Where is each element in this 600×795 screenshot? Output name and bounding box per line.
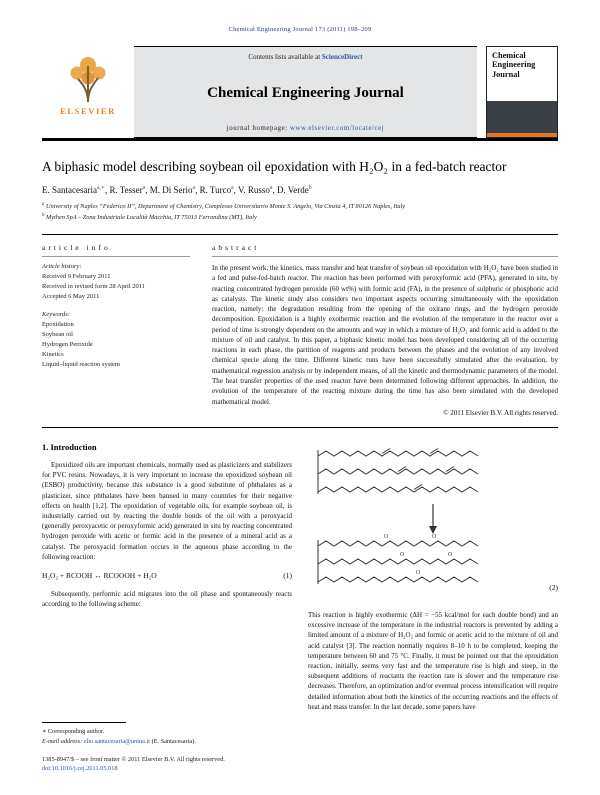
equation-1 bbox=[42, 571, 292, 580]
author-name: D. Verde bbox=[276, 185, 309, 196]
introduction-heading: 1. Introduction bbox=[42, 441, 97, 452]
cover-accent-strip bbox=[487, 133, 557, 137]
body-columns bbox=[42, 442, 558, 774]
right-column bbox=[308, 442, 558, 774]
elsevier-logo-text: ELSEVIER bbox=[60, 106, 116, 116]
reaction-scheme-drawing bbox=[308, 442, 558, 602]
cover-title bbox=[487, 47, 557, 79]
author bbox=[200, 185, 238, 195]
intro-paragraph-2: Subsequently, performic acid migrates into the oil phase and spontaneously reacts according to the following scheme: bbox=[42, 590, 292, 609]
header-band bbox=[134, 46, 477, 138]
elsevier-tree-icon bbox=[65, 52, 111, 104]
reaction-scheme bbox=[308, 442, 558, 604]
author-list bbox=[42, 185, 558, 195]
author bbox=[42, 185, 109, 195]
copyright-line: © 2011 Elsevier B.V. All rights reserved. bbox=[443, 408, 558, 417]
author bbox=[150, 185, 200, 195]
abstract-column bbox=[212, 243, 558, 417]
author bbox=[277, 185, 312, 195]
email-suffix: (E. Santacesaria). bbox=[151, 737, 196, 745]
homepage-label: journal homepage: bbox=[226, 125, 290, 132]
keywords-label: Keywords: bbox=[42, 311, 70, 319]
author-affiliation-mark: b bbox=[308, 185, 312, 192]
equation-2-number: (2) bbox=[549, 582, 558, 592]
footnote-rule bbox=[42, 722, 126, 723]
author-name: R. Turco bbox=[199, 185, 232, 196]
journal-cover-thumbnail bbox=[486, 46, 558, 138]
author-affiliation-mark: a bbox=[192, 185, 196, 192]
keyword-item: Hydrogen Peroxide bbox=[42, 341, 93, 349]
author-name: M. Di Serio bbox=[149, 185, 193, 196]
author-separator: , bbox=[104, 185, 110, 196]
journal-citation: Chemical Engineering Journal 173 (2011) 198–209 bbox=[228, 26, 372, 33]
abstract-heading: abstract bbox=[212, 243, 558, 257]
article-history-label: Article history: bbox=[42, 262, 82, 270]
affiliation-mark: b bbox=[42, 213, 45, 219]
abstract-text: In the present work, the kinetics, mass transfer and heat transfer of soybean oil epoxidation with H₂O₂ have been studied in a fed and pulse-fed-batch reactor. The reaction has been performed with peroxyformic acid (PFA), generated in situ, by reacting concentrated hydrogen peroxide (60 wt%) with formic acid (FA), in the presence of sulphuric or phosphoric acid as catalysts. The kinetic study also considers two important aspects occurring simultaneously with the epoxidation reaction, namely: the degradation resulting from the opening of the oxirane rings, and the hydrogen peroxide decomposition. Epoxidation is a highly exothermic reaction and the evolution of the temperature in the reactor over a period of time is strongly dependent on the amounts and way in which a mixture of H₂O₂ and formic acid is added to the mixture of oil and catalyst. In this paper, a biphasic kinetic model has been developed considering all of the occurring reactions in each phase, the partition of reagents and products between the phases and the evolution of any involved chemical specie along the time. Different kinetic runs have been successfully simulated after the evaluation, by mathematical regression analysis or by independent means, of all the kinetic and thermodynamic parameters of the model. The heat transfer properties of the used reactor have been determined following different approaches. In addition, the evolution of the temperature of the reacting mixture during the time has also been simulated with the developed mathematical model. bbox=[212, 263, 558, 406]
email-link[interactable]: elio.santacesaria@unina.it bbox=[83, 737, 151, 745]
author bbox=[109, 185, 149, 195]
author-affiliation-mark: a bbox=[231, 185, 234, 192]
author bbox=[238, 185, 277, 195]
keyword-item: Soybean oil bbox=[42, 331, 73, 339]
affiliation-mark: a bbox=[42, 202, 45, 208]
affiliation-text: Mythen SpA – Zona Industriale Località Macchia, IT 75013 Ferrandina (MT), Italy bbox=[44, 214, 257, 222]
intro-paragraph-1: Epoxidized oils are important chemicals, normally used as plasticizers and stabilizers for PVC resins. Nowadays, it is very important to increase the epoxidized soybean oil (ESBO) productivity, because this substance is a good substitute of phthalates as a plasticizer, since phthalates have been banned in many countries for their negative effects on health [1,2]. The epoxidation of vegetable oils, for example soybean oil, is industrially carried out by reacting the double bonds of the oil with a peroxyacid (generally peroxyacetic or peroxyformic acid) generated in situ by reacting concentrated hydrogen peroxide with acetic or formic acid in the presence of a mineral acid as a catalyst. The peroxyacid formation occurs in the aqueous phase according to the following reaction: bbox=[42, 460, 292, 561]
author-affiliation-mark: a bbox=[269, 185, 273, 192]
svg-text:O: O bbox=[432, 533, 437, 540]
article-history-item: Received in revised form 28 April 2011 bbox=[42, 283, 146, 291]
author-separator: , bbox=[145, 185, 150, 196]
author-name: E. Santacesaria bbox=[42, 185, 97, 196]
equation-1-formula: H₂O₂ + RCOOH ↔ RCOOOH + H₂O bbox=[42, 571, 157, 581]
keyword-item: Liquid–liquid reaction system bbox=[42, 361, 120, 369]
email-line bbox=[42, 737, 292, 746]
homepage-line bbox=[138, 125, 473, 132]
journal-homepage-link[interactable]: www.elsevier.com/locate/cej bbox=[290, 125, 385, 132]
journal-header bbox=[42, 46, 558, 138]
keyword-item: Epoxidation bbox=[42, 321, 74, 329]
affiliation bbox=[42, 201, 558, 212]
author-affiliation-mark: a,∗ bbox=[96, 185, 105, 192]
email-label: E-mail address: bbox=[42, 737, 83, 745]
svg-text:O: O bbox=[384, 533, 389, 540]
right-paragraph-1: This reaction is highly exothermic (ΔH = −55 kcal/mol for each double bond) and an excessive increase of the temperature in the industrial reactors is prevented by adding a limited amount of a mixture of H₂O₂ and formic or acetic acid to the mixture of oil and acid catalyst [3]. The reaction normally requires 8–10 h to be completed, keeping the temperature between 60 and 75 °C. Finally, it must be pointed out that the epoxidation reaction, initially, seems very fast and the temperature rise is high and steep, in the subsequent additions of reactants the reaction rate is slower and the temperature rise decreases. Therefore, an optimization and/or eventual process intensification will require detailed information about both the kinetics of the occurring reactions and the effects of heat and mass transfer. In the last decade, some papers have bbox=[308, 610, 558, 711]
sciencedirect-link[interactable]: ScienceDirect bbox=[321, 53, 363, 61]
svg-text:O: O bbox=[416, 569, 421, 576]
author-separator: , bbox=[233, 185, 238, 196]
keywords-list bbox=[42, 320, 190, 370]
cover-title-line: Chemical bbox=[492, 51, 526, 60]
contents-line bbox=[138, 53, 473, 61]
left-column bbox=[42, 442, 292, 774]
affiliation-text: University of Naples “Federico II”, Department of Chemistry, Complesso Universitario Monte S. Angelo, Via Cinzia 4, IT 80126 Naples, Italy bbox=[44, 203, 406, 211]
corresponding-author-note: ∗ Corresponding author. bbox=[42, 728, 105, 736]
affiliation bbox=[42, 212, 558, 223]
author-name: V. Russo bbox=[238, 185, 270, 196]
footnote-block bbox=[42, 722, 292, 774]
svg-text:O: O bbox=[400, 551, 405, 558]
doi-link[interactable]: doi:10.1016/j.cej.2011.05.018 bbox=[42, 765, 118, 773]
cover-title-line: Engineering bbox=[492, 60, 536, 70]
author-affiliation-mark: a bbox=[142, 185, 146, 192]
author-name: R. Tesser bbox=[109, 185, 143, 196]
article-history-item: Accepted 6 May 2011 bbox=[42, 293, 100, 301]
issn-line: 1385-8947/$ – see front matter © 2011 Elsevier B.V. All rights reserved. bbox=[42, 756, 225, 764]
contents-line-text: Contents lists available at bbox=[248, 53, 322, 61]
keyword-item: Kinetics bbox=[42, 351, 64, 359]
journal-title: Chemical Engineering Journal bbox=[207, 84, 404, 101]
article-history-list bbox=[42, 272, 190, 302]
cover-title-line: Journal bbox=[492, 69, 520, 79]
article-info-abstract-block bbox=[42, 234, 558, 428]
article-title: A biphasic model describing soybean oil epoxidation with H₂O₂ in a fed-batch reactor bbox=[42, 159, 507, 174]
article-info-column bbox=[42, 243, 190, 417]
author-separator: , bbox=[195, 185, 200, 196]
header-rule bbox=[42, 138, 558, 141]
author-separator: , bbox=[272, 185, 277, 196]
article-history-item: Received 9 February 2011 bbox=[42, 272, 111, 280]
affiliation-list bbox=[42, 201, 558, 223]
article-info-heading: article info bbox=[42, 243, 190, 257]
equation-1-number: (1) bbox=[283, 571, 292, 581]
cover-image bbox=[487, 101, 557, 137]
svg-text:O: O bbox=[448, 551, 453, 558]
elsevier-logo[interactable] bbox=[42, 46, 134, 138]
